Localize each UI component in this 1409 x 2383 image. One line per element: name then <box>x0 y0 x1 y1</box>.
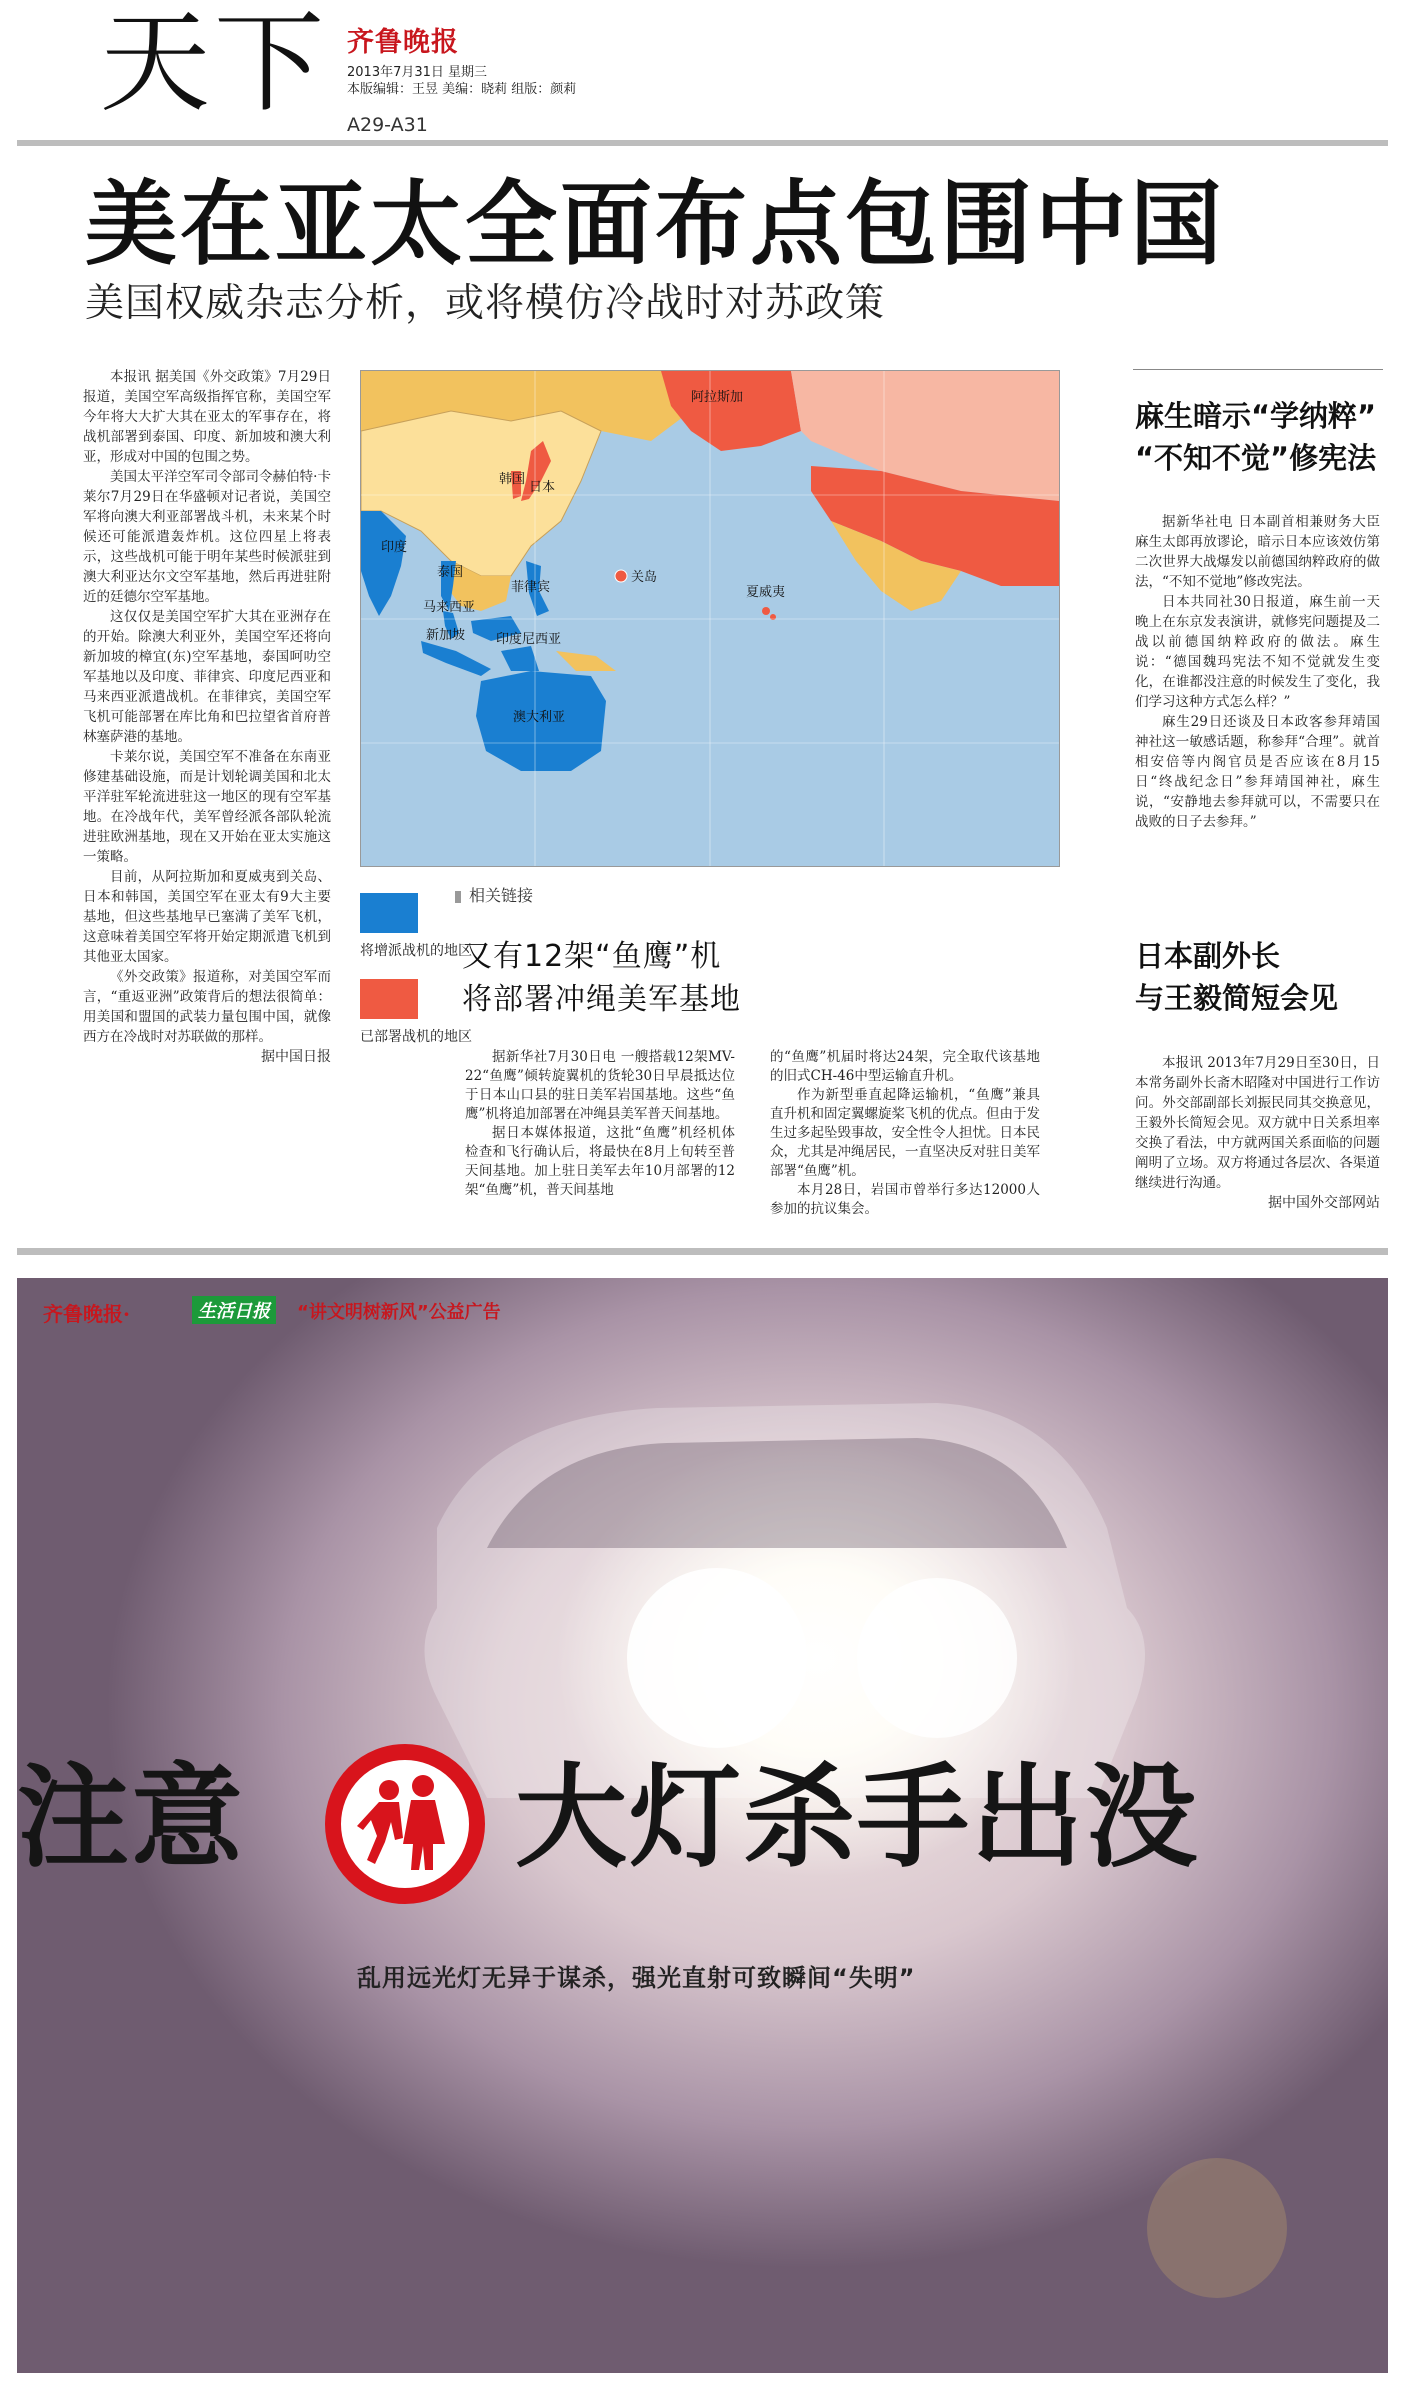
newspaper-brand: 齐鲁晚报 <box>347 27 459 58</box>
editors-line: 本版编辑：王昱 美编：晓莉 组版：颜莉 <box>347 82 577 97</box>
sidebar-story2-title: 日本副外长 与王毅简短会见 <box>1135 939 1339 1015</box>
ad-campaign: “讲文明树新风”公益广告 <box>297 1302 501 1323</box>
map-label-japan: 日本 <box>529 480 556 495</box>
ad-brand: 齐鲁晚报· <box>43 1302 130 1326</box>
map-label-malaysia: 马来西亚 <box>423 600 476 615</box>
ad-title-part1: 注意 <box>17 1753 245 1883</box>
date-line: 2013年7月31日 星期三 <box>347 65 488 80</box>
related-tag: 相关链接 <box>455 883 533 906</box>
map-label-australia: 澳大利亚 <box>513 710 566 725</box>
children-figures-icon <box>341 1760 469 1888</box>
legend-label-existing: 已部署战机的地区 <box>360 1029 472 1045</box>
article-paragraph: 美国太平洋空军司令部司令赫伯特·卡莱尔7月29日在华盛顿对记者说，美国空军将向澳大利亚部署战斗机，未来某个时候还可能派遣轰炸机。这位四星上将表示，这些战机可能于明年某些时候派驻到澳大利亚达尔文空军基地，然后再进驻附近的廷德尔空军基地。 <box>83 469 331 605</box>
article-paragraph: 卡莱尔说，美国空军不准备在东南亚修建基础设施，而是计划轮调美国和北太平洋驻军轮流进驻这一地区的现有空军基地。在冷战年代，美军曾经派各部队轮流进驻欧洲基地，现在又开始在亚太实施这一策略。 <box>83 749 331 865</box>
legend-label-new: 将增派战机的地区 <box>360 943 472 959</box>
map-label-guam: 关岛 <box>631 570 658 585</box>
article-paragraph: 目前，从阿拉斯加和夏威夷到关岛、日本和韩国，美国空军在亚太有9大主要基地，但这些基地早已塞满了美军飞机，这意味着美国空军将开始定期派遣飞机到其他亚太国家。 <box>83 869 331 965</box>
ad-slogan: 乱用远光灯无异于谋杀，强光直射可致瞬间“失明” <box>357 1964 916 1992</box>
map-label-india: 印度 <box>381 540 408 555</box>
related-title: 又有12架“鱼鹰”机 将部署冲绳美军基地 <box>462 939 741 1017</box>
article-paragraph: 《外交政策》报道称，对美国空军而言，“重返亚洲”政策背后的想法很简单：用美国和盟国的武装力量包围中国，就像西方在冷战时对苏联做的那样。 <box>83 969 331 1045</box>
legend-swatch-new <box>360 893 418 933</box>
map-label-singapore: 新加坡 <box>426 628 466 643</box>
sidebar-story1-body: 据新华社电 日本副首相兼财务大臣麻生太郎再放谬论，暗示日本应该效仿第二次世界大战爆发以前德国纳粹政府的做法，“不知不觉地”修改宪法。 日本共同社30日报道，麻生前一天晚上在东京发表演讲，就修宪问题提及二战以前德国纳粹政府的做法。麻生说：“德国魏玛宪法不知不觉就发生变化，在谁都没注意的时候发生了变化，我们学习这种方式怎么样？” 麻生29日还谈及日本政客参拜靖国神社这一敏感话题，称参拜“合理”。就首相安倍等内阁官员是否应该在8月15日“终战纪念日”参拜靖国神社，麻生说，“安静地去参拜就可以，不需要只在战败的日子去参拜。” <box>1135 514 1380 830</box>
top-divider <box>17 140 1388 146</box>
ad-title-part2: 大灯杀手出没 <box>515 1753 1199 1883</box>
section-title: 天下 <box>100 0 328 127</box>
related-column-2: 的“鱼鹰”机届时将达24架，完全取代该基地的旧式CH-46中型运输直升机。 作为新型垂直起降运输机，“鱼鹰”兼具直升机和固定翼螺旋桨飞机的优点。但由于发生过多起坠毁事故，安全性令人担忧。日本民众，尤其是冲绳居民，一直坚决反对驻日美军部署“鱼鹰”机。 本月28日，岩国市曾举行多达12000人参加的抗议集会。 <box>770 1049 1040 1217</box>
main-article <box>83 367 331 1067</box>
map-graphic <box>361 371 1059 866</box>
asia-pacific-map <box>360 370 1060 867</box>
sidebar-story2-body: 本报讯 2013年7月29日至30日，日本常务副外长斋木昭隆对中国进行工作访问。外交部副部长刘振民同其交换意见，王毅外长简短会见。双方就中日关系坦率交换了看法，中方就两国关系面临的问题阐明了立场。双方将通过各层次、各渠道继续进行沟通。 据中国外交部网站 <box>1135 1055 1380 1211</box>
main-headline: 美在亚太全面布点包围中国 <box>85 171 1226 278</box>
sidebar-story2-source: 据中国外交部网站 <box>1268 1195 1380 1211</box>
related-column-1: 据新华社7月30日电 一艘搭载12架MV-22“鱼鹰”倾转旋翼机的货轮30日早晨抵达位于日本山口县的驻日美军岩国基地。这些“鱼鹰”机将追加部署在冲绳县美军普天间基地。 据日本媒体报道，这批“鱼鹰”机经机体检查和飞行确认后，将最快在8月上旬转至普天间基地。加上驻日美军去年10月部署的12架“鱼鹰”机，普天间基地 <box>465 1049 735 1198</box>
map-label-philippines: 菲律宾 <box>511 580 551 595</box>
map-legend <box>360 893 472 1047</box>
article-source: 据中国日报 <box>261 1049 331 1065</box>
page-range: A29-A31 <box>347 114 428 136</box>
map-label-indonesia: 印度尼西亚 <box>496 632 562 647</box>
middle-divider <box>17 1248 1388 1255</box>
map-label-alaska: 阿拉斯加 <box>691 390 744 405</box>
article-paragraph: 本报讯 据美国《外交政策》7月29日报道，美国空军高级指挥官称，美国空军今年将大大扩大其在亚太的军事存在，将战机部署到泰国、印度、新加坡和澳大利亚，形成对中国的包围之势。 <box>83 369 331 465</box>
sidebar-story1-title: 麻生暗示“学纳粹” “不知不觉”修宪法 <box>1135 399 1377 475</box>
map-label-hawaii: 夏威夷 <box>746 585 786 600</box>
map-label-korea: 韩国 <box>499 472 526 487</box>
article-paragraph: 这仅仅是美国空军扩大其在亚洲存在的开始。除澳大利亚外，美国空军还将向新加坡的樟宜(东)空军基地，泰国呵叻空军基地以及印度、菲律宾、印度尼西亚和马来西亚派遣战机。在菲律宾，美国空军飞机可能部署在库比角和巴拉望省首府普林塞萨港的基地。 <box>83 609 331 745</box>
main-subhead: 美国权威杂志分析，或将模仿冷战时对苏政策 <box>85 281 886 326</box>
sidebar-divider <box>1133 369 1383 370</box>
map-label-thailand: 泰国 <box>437 565 464 580</box>
legend-swatch-existing <box>360 979 418 1019</box>
children-crossing-sign-icon <box>325 1744 485 1904</box>
issue-meta <box>347 64 576 98</box>
public-service-ad <box>17 1278 1388 2373</box>
ad-partner-badge: 生活日报 <box>192 1296 276 1324</box>
